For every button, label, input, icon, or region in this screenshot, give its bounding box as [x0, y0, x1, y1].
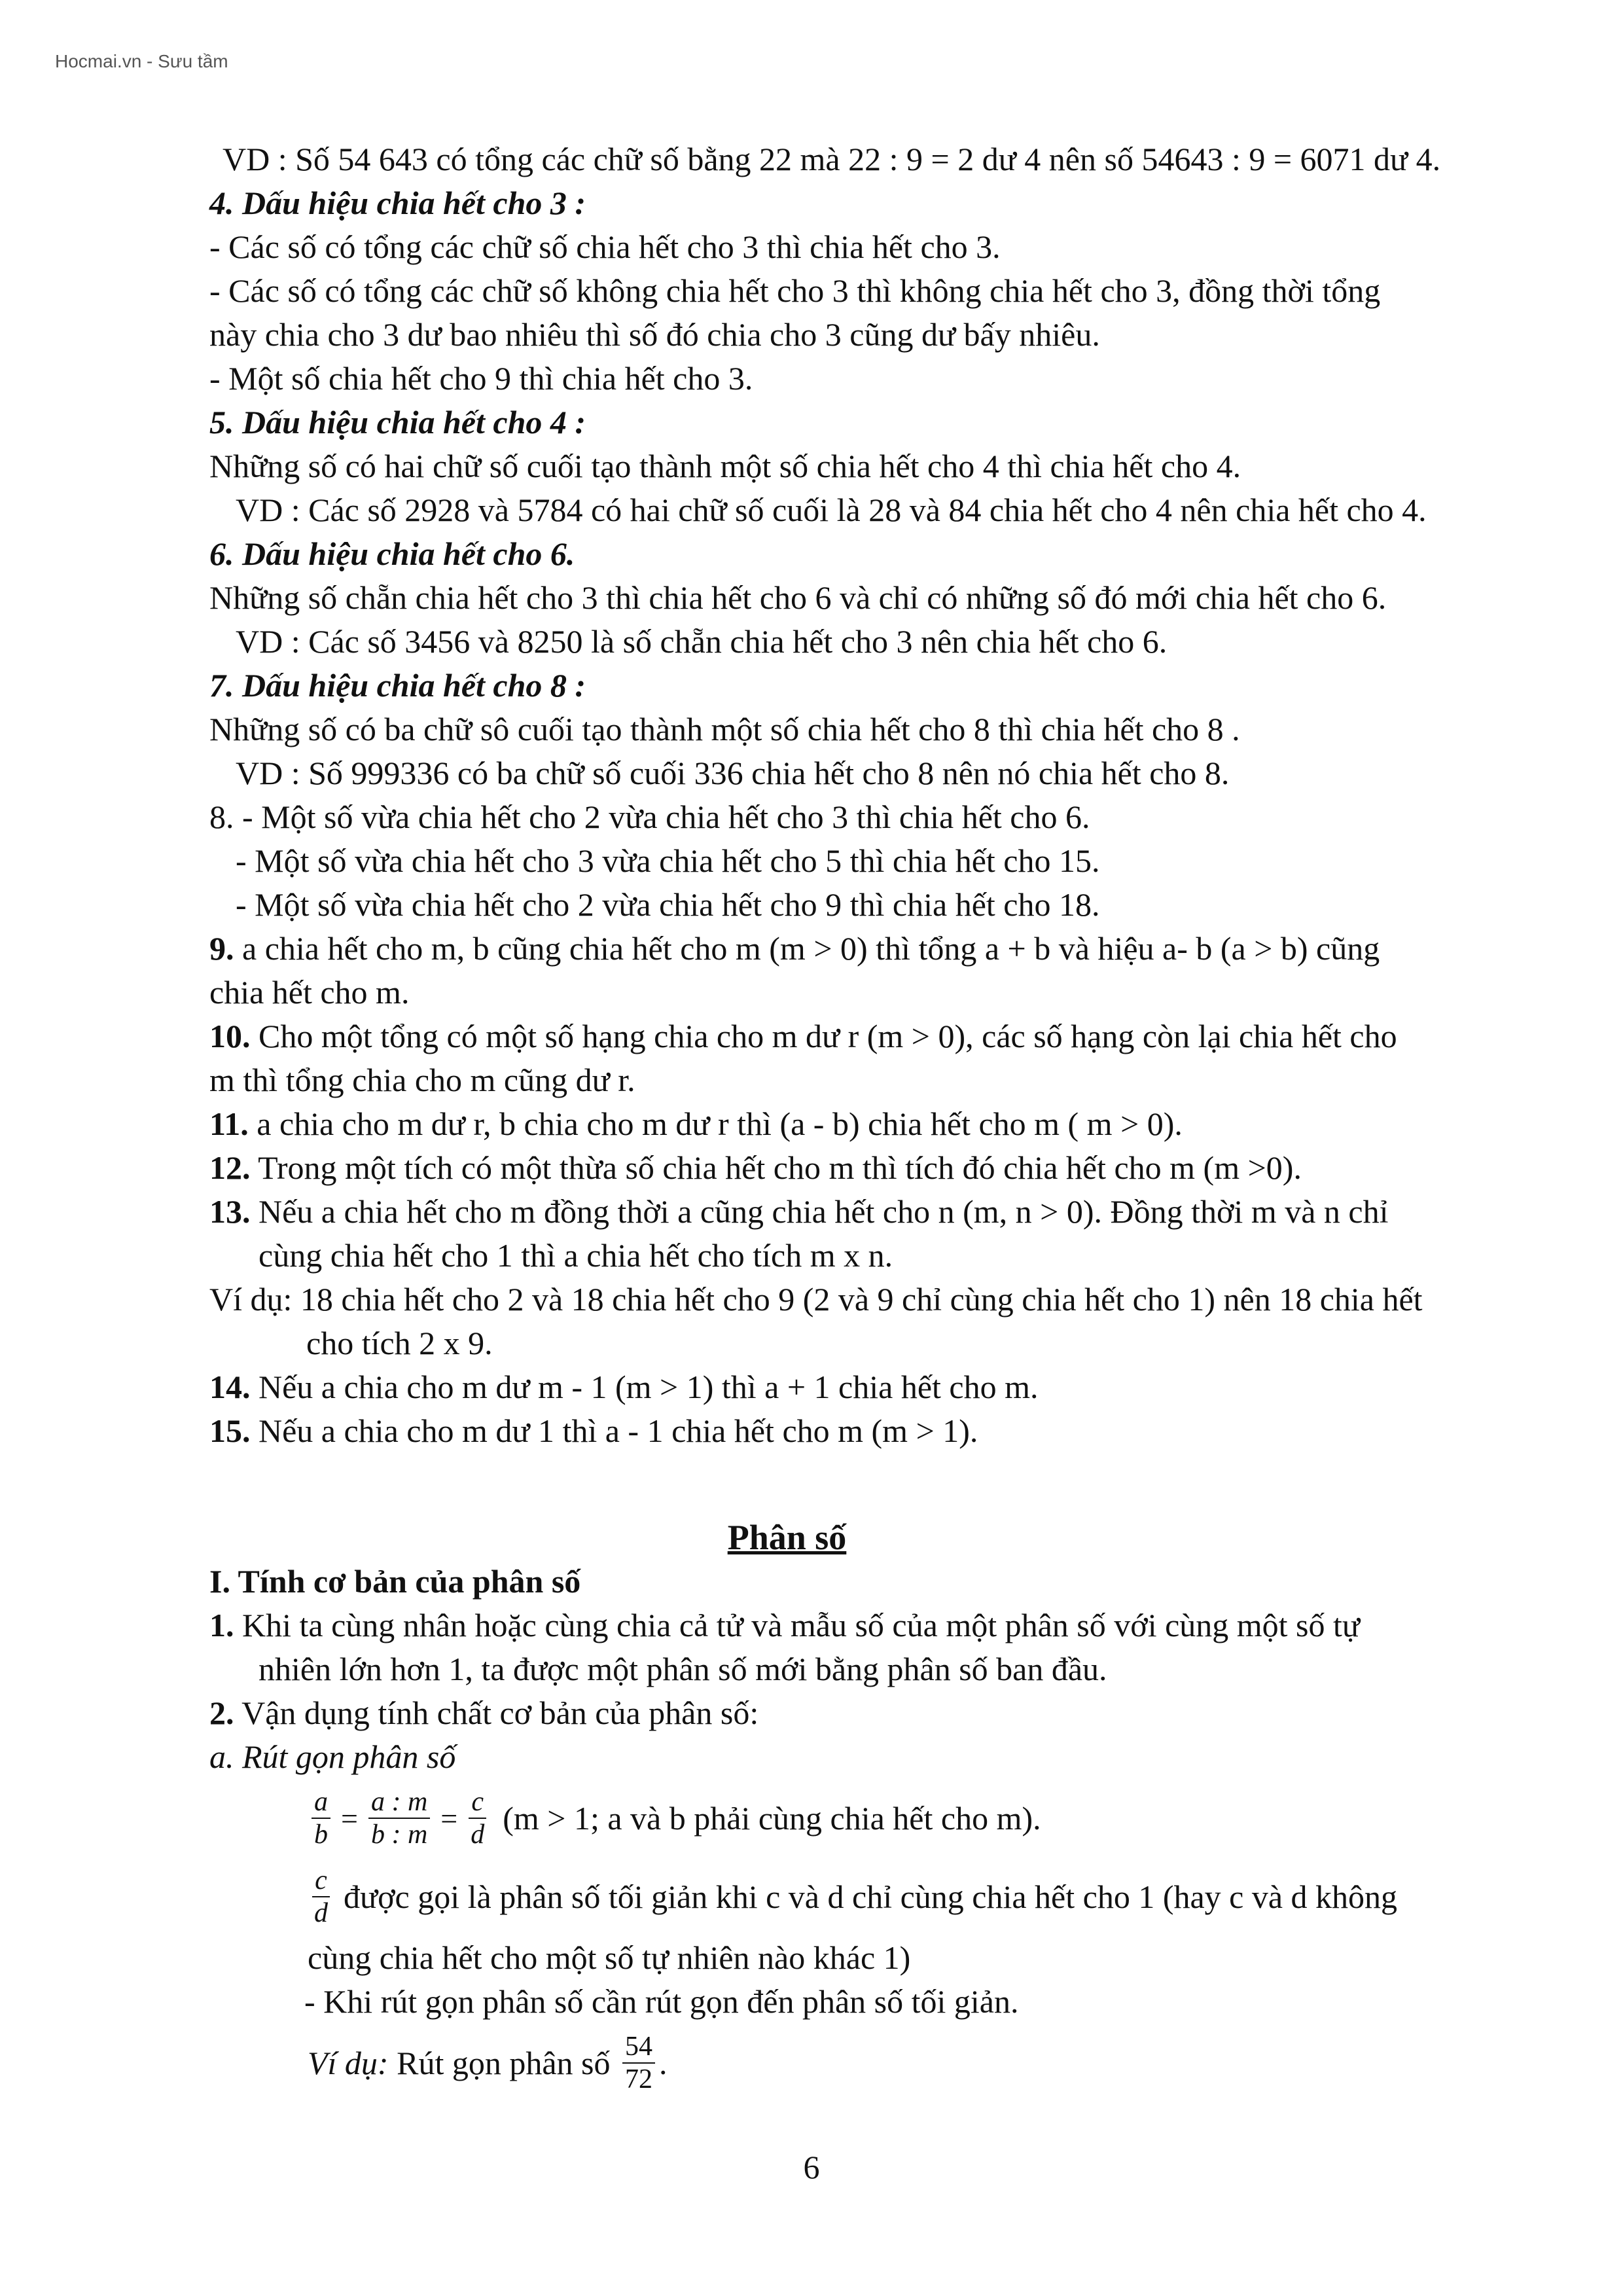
example-line: VD : Các số 2928 và 5784 có hai chữ số cuối là 28 và 84 chia hết cho 4 nên chia hết cho 4.	[236, 492, 1427, 528]
rule-9	[209, 927, 1623, 971]
definition-text: được gọi là phân số tối giản khi c và d chỉ cùng chia hết cho 1 (hay c và d không	[344, 1878, 1398, 1915]
rule-11	[209, 1102, 1623, 1146]
rule-text: Khi ta cùng nhân hoặc cùng chia cả tử và mẫu số của một phân số với cùng một số tự	[234, 1607, 1361, 1643]
text-line: Những số có ba chữ sô cuối tạo thành một số chia hết cho 8 thì chia hết cho 8 .	[209, 711, 1240, 747]
text-line: nhiên lớn hơn 1, ta được một phân số mới bằng phân số ban đầu.	[259, 1651, 1107, 1687]
simplify-formula	[209, 1779, 1623, 1857]
text-line: chia hết cho m.	[209, 974, 410, 1011]
heading-divisible-6: 6. Dấu hiệu chia hết cho 6.	[209, 535, 575, 572]
rule-text: Nếu a chia hết cho m đồng thời a cũng chia hết cho n (m, n > 0). Đồng thời m và n chỉ	[250, 1193, 1389, 1230]
rule-text: a chia hết cho m, b cũng chia hết cho m (m > 0) thì tổng a + b và hiệu a- b (a > b) cũng	[234, 930, 1380, 967]
heading-divisible-3: 4. Dấu hiệu chia hết cho 3 :	[209, 185, 586, 221]
watermark: Hocmai.vn - Sưu tầm	[55, 51, 228, 71]
text-line: - Một số chia hết cho 9 thì chia hết cho 3.	[209, 360, 753, 397]
equals-sign: =	[440, 1801, 458, 1835]
rule-text: Trong một tích có một thừa số chia hết cho m thì tích đó chia hết cho m (m >0).	[250, 1149, 1302, 1186]
fraction-am-bm: $\frac{a : m}{b : m}$	[368, 1786, 430, 1851]
page-number: 6	[803, 2149, 820, 2185]
rule-number: 2.	[209, 1695, 234, 1731]
section-title: Phân số	[727, 1518, 847, 1557]
text-line: Những số chẵn chia hết cho 3 thì chia hết cho 6 và chỉ có những số đó mới chia hết cho 6.	[209, 579, 1387, 616]
text-line: - Các số có tổng các chữ số chia hết cho 3 thì chia hết cho 3.	[209, 228, 1001, 265]
text-line: cùng chia hết cho một số tự nhiên nào khác 1)	[308, 1939, 911, 1976]
rule-14	[209, 1365, 1623, 1409]
example-line: VD : Số 54 643 có tổng các chữ số bằng 22 mà 22 : 9 = 2 dư 4 nên số 54643 : 9 = 6071 dư 4.	[223, 141, 1441, 177]
rule-number: 14.	[209, 1369, 251, 1405]
example-end: .	[659, 2045, 668, 2081]
example-line: VD : Số 999336 có ba chữ số cuối 336 chia hết cho 8 nên nó chia hết cho 8.	[236, 755, 1230, 791]
text-line: - Các số có tổng các chữ số không chia hết cho 3 thì không chia hết cho 3, đồng thời tổng	[209, 272, 1381, 309]
text-line: Những số có hai chữ số cuối tạo thành một số chia hết cho 4 thì chia hết cho 4.	[209, 448, 1241, 484]
text-line: này chia cho 3 dư bao nhiêu thì số đó chia cho 3 cũng dư bấy nhiêu.	[209, 316, 1100, 353]
subheading-simplify: a. Rút gọn phân số	[209, 1738, 456, 1775]
fraction-c-d: $\frac{c}{d}$	[312, 1865, 330, 1929]
rule-number: 11.	[209, 1105, 249, 1142]
text-line: - Một số vừa chia hết cho 3 vừa chia hết cho 5 thì chia hết cho 15.	[236, 842, 1100, 879]
example-text: Rút gọn phân số	[388, 2045, 618, 2081]
example-line: VD : Các số 3456 và 8250 là số chẵn chia hết cho 3 nên chia hết cho 6.	[236, 623, 1168, 660]
document-body	[209, 137, 1623, 2102]
rule-10	[209, 1014, 1623, 1058]
text-line: cho tích 2 x 9.	[306, 1325, 493, 1361]
example-simplify	[209, 2024, 1623, 2102]
fraction-54-72: $\frac{54}{72}$	[622, 2031, 655, 2096]
section-heading: I. Tính cơ bản của phân số	[209, 1563, 581, 1600]
fraction-a-b: $\frac{a}{b}$	[312, 1786, 330, 1851]
text-line: - Một số vừa chia hết cho 2 vừa chia hết cho 9 thì chia hết cho 18.	[236, 886, 1100, 923]
example-label: Ví dụ:	[308, 2045, 389, 2081]
rule-15	[209, 1409, 1623, 1453]
equals-sign: =	[341, 1801, 358, 1835]
formula-note: (m > 1; a và b phải cùng chia hết cho m).	[503, 1800, 1041, 1837]
fraction-c-d: $\frac{c}{d}$	[468, 1786, 487, 1851]
fraction-rule-2	[209, 1691, 1623, 1735]
rule-text: Cho một tổng có một số hạng chia cho m dư r (m > 0), các số hạng còn lại chia hết cho	[250, 1018, 1397, 1054]
rule-13	[209, 1190, 1623, 1234]
rule-text: Vận dụng tính chất cơ bản của phân số:	[234, 1695, 759, 1731]
heading-divisible-8: 7. Dấu hiệu chia hết cho 8 :	[209, 667, 586, 704]
rule-number: 12.	[209, 1149, 251, 1186]
rule-number: 15.	[209, 1412, 251, 1449]
fraction-rule-1	[209, 1604, 1623, 1647]
rule-text: a chia cho m dư r, b chia cho m dư r thì (a - b) chia hết cho m ( m > 0).	[248, 1105, 1183, 1142]
heading-divisible-4: 5. Dấu hiệu chia hết cho 4 :	[209, 404, 586, 440]
rule-number: 9.	[209, 930, 234, 967]
text-line: m thì tổng chia cho m cũng dư r.	[209, 1062, 635, 1098]
text-line: cùng chia hết cho 1 thì a chia hết cho tích m x n.	[259, 1237, 893, 1274]
rule-text: Nếu a chia cho m dư m - 1 (m > 1) thì a + 1 chia hết cho m.	[250, 1369, 1039, 1405]
rule-12	[209, 1146, 1623, 1190]
rule-number: 1.	[209, 1607, 234, 1643]
rule-number: 10.	[209, 1018, 251, 1054]
text-line: 8. - Một số vừa chia hết cho 2 vừa chia hết cho 3 thì chia hết cho 6.	[209, 798, 1090, 835]
rule-text: Nếu a chia cho m dư 1 thì a - 1 chia hết cho m (m > 1).	[250, 1412, 978, 1449]
irreducible-definition	[209, 1857, 1623, 1936]
rule-number: 13.	[209, 1193, 251, 1230]
example-line: Ví dụ: 18 chia hết cho 2 và 18 chia hết cho 9 (2 và 9 chỉ cùng chia hết cho 1) nên 18 chia hết	[209, 1281, 1423, 1318]
text-line: - Khi rút gọn phân số cần rút gọn đến phân số tối giản.	[304, 1983, 1019, 2020]
